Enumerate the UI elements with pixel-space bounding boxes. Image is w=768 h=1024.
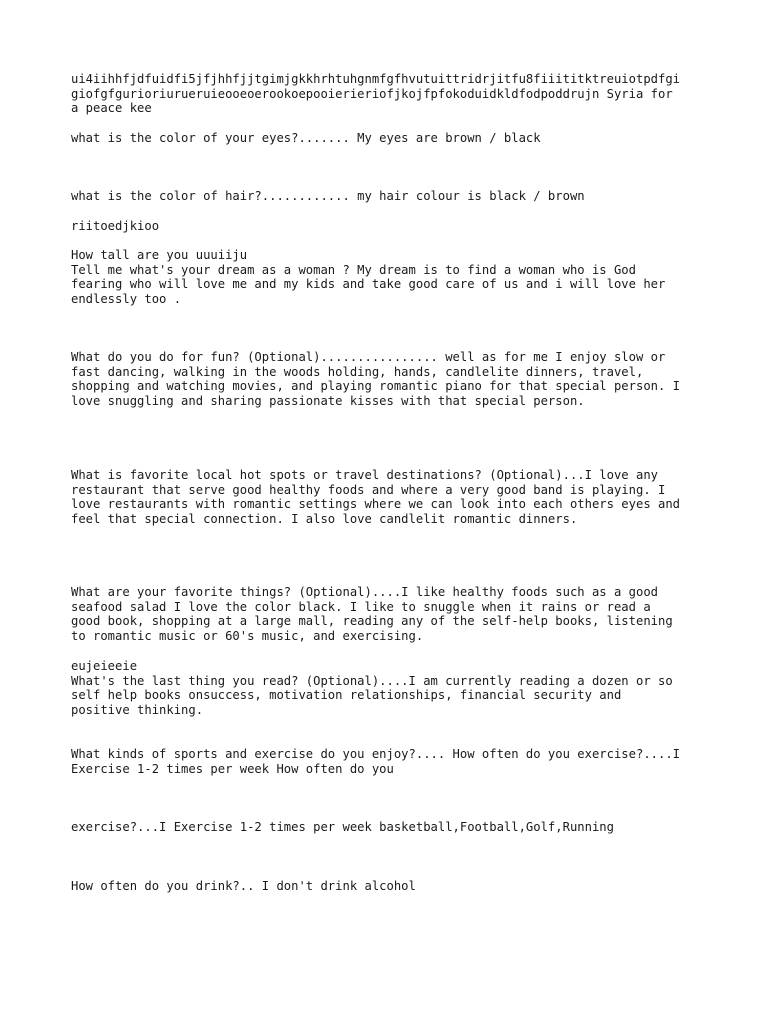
paragraph-header-garbled: ui4iihhfjdfuidfi5jfjhhfjjtgimjgkkhrhtuhgnmfgfhvutuittridrjitfu8fiiititktreuiotpdfgi giofgfgurioriurueruieooeoerookoepooierieriofjkojfpfokoduidkldfodpoddrujn Syria for a peace kee	[71, 72, 681, 116]
paragraph-riitoedjkioo: riitoedjkioo	[71, 219, 160, 233]
paragraph-dream: How tall are you uuuiiju Tell me what's your dream as a woman ? My dream is to find a woman who is God fearing who will love me and my kids and take good care of us and i will love her endlessly too .	[71, 248, 666, 306]
paragraph-drink: How often do you drink?.. I don't drink alcohol	[71, 879, 416, 893]
paragraph-eye-color: what is the color of your eyes?....... My eyes are brown / black	[71, 131, 541, 145]
paragraph-hair-color: what is the color of hair?............ my hair colour is black / brown	[71, 189, 585, 203]
paragraph-favorite-things: What are your favorite things? (Optional)....I like healthy foods such as a good seafood salad I love the color black. I like to snuggle when it rains or read a good book, shopping at a large mall, reading any of the self-help books, listening to romantic music or 60's music, and exercising.	[71, 585, 673, 643]
paragraph-last-read: eujeieeie What's the last thing you read? (Optional)....I am currently reading a dozen or so self help books onsuccess, motivation relationships, financial security and positive thinking.	[71, 659, 673, 717]
paragraph-hot-spots: What is favorite local hot spots or travel destinations? (Optional)...I love any restaurant that serve good healthy foods and where a very good band is playing. I love restaurants with romantic settings where we can look into each others eyes and feel that special connection. I also love candlelit romantic dinners.	[71, 468, 681, 526]
paragraph-fun: What do you do for fun? (Optional)................ well as for me I enjoy slow or fast dancing, walking in the woods holding, hands, candlelite dinners, travel, shopping and watching movies, and playing romantic piano for that special person. I love snuggling and sharing passionate kisses with that special person.	[71, 350, 681, 408]
paragraph-sports: What kinds of sports and exercise do you enjoy?.... How often do you exercise?....I Exercise 1-2 times per week How often do you	[71, 747, 681, 776]
paragraph-exercise: exercise?...I Exercise 1-2 times per week basketball,Football,Golf,Running	[71, 820, 614, 834]
